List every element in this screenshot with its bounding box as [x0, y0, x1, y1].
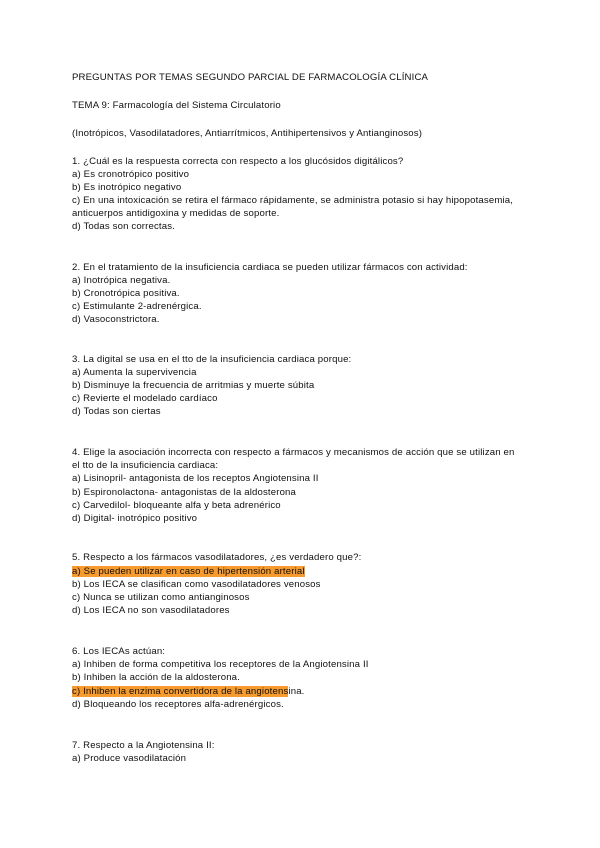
option-b: b) Inhiben la acción de la aldosterona.: [72, 672, 240, 683]
highlighted-answer: a) Se pueden utilizar en caso de hipertensión arterial: [72, 566, 305, 577]
option-b: b) Los IECA se clasifican como vasodilatadores venosos: [72, 579, 321, 590]
topic-heading: TEMA 9: Farmacología del Sistema Circulatorio: [72, 100, 281, 111]
option-c-continued: anticuerpos antidigoxina y medidas de soporte.: [72, 208, 280, 219]
option-a: a) Inotrópica negativa.: [72, 275, 171, 286]
option-b: b) Cronotrópica positiva.: [72, 288, 180, 299]
option-d: d) Vasoconstrictora.: [72, 314, 160, 325]
option-d: d) Bloqueando los receptores alfa-adrenérgicos.: [72, 699, 284, 710]
document-title: PREGUNTAS POR TEMAS SEGUNDO PARCIAL DE FARMACOLOGÍA CLÍNICA: [72, 72, 429, 83]
option-a: a) Produce vasodilatación: [72, 753, 187, 764]
question-text: 4. Elige la asociación incorrecta con respecto a fármacos y mecanismos de acción que se utilizan en: [72, 447, 515, 458]
option-c-tail: ina.: [288, 686, 305, 697]
question-text: 6. Los IECAs actúan:: [72, 646, 166, 657]
option-a: a) Aumenta la supervivencia: [72, 367, 197, 378]
question-text-continued: el tto de la insuficiencia cardiaca:: [72, 460, 219, 471]
option-d: d) Digital- inotrópico positivo: [72, 513, 198, 524]
highlighted-answer: c) Inhiben la enzima convertidora de la angiotens: [72, 686, 289, 697]
option-a-highlighted: [72, 565, 530, 578]
option-a: a) Inhiben de forma competitiva los receptores de la Angiotensina II: [72, 659, 369, 670]
question-text: 1. ¿Cuál es la respuesta correcta con respecto a los glucósidos digitálicos?: [72, 156, 404, 167]
option-b: b) Es inotrópico negativo: [72, 182, 182, 193]
option-d: d) Los IECA no son vasodilatadores: [72, 605, 230, 616]
option-d: d) Todas son correctas.: [72, 221, 175, 232]
question-text: 2. En el tratamiento de la insuficiencia cardiaca se pueden utilizar fármacos con actividad:: [72, 262, 468, 273]
option-c: c) Carvedilol- bloqueante alfa y beta adrenérico: [72, 500, 281, 511]
option-c-highlighted: [72, 685, 530, 698]
option-c: c) Revierte el modelado cardíaco: [72, 393, 218, 404]
option-a: a) Es cronotrópico positivo: [72, 169, 190, 180]
question-text: 7. Respecto a la Angiotensina II:: [72, 740, 215, 751]
option-b: b) Disminuye la frecuencia de arritmias y muerte súbita: [72, 380, 315, 391]
option-b: b) Espironolactona- antagonistas de la aldosterona: [72, 487, 297, 498]
option-c: c) En una intoxicación se retira el fármaco rápidamente, se administra potasio si hay hipopotasemia,: [72, 195, 514, 206]
option-d: d) Todas son ciertas: [72, 406, 161, 417]
option-a: a) Lisinopril- antagonista de los receptos Angiotensina II: [72, 473, 319, 484]
question-text: 5. Respecto a los fármacos vasodilatadores, ¿es verdadero que?:: [72, 552, 362, 563]
option-c: c) Estimulante 2-adrenérgica.: [72, 301, 202, 312]
topic-subtitle: (Inotrópicos, Vasodilatadores, Antiarrítmicos, Antihipertensivos y Antianginosos): [72, 128, 423, 139]
question-text: 3. La digital se usa en el tto de la insuficiencia cardiaca porque:: [72, 354, 352, 365]
option-c: c) Nunca se utilizan como antianginosos: [72, 592, 250, 603]
